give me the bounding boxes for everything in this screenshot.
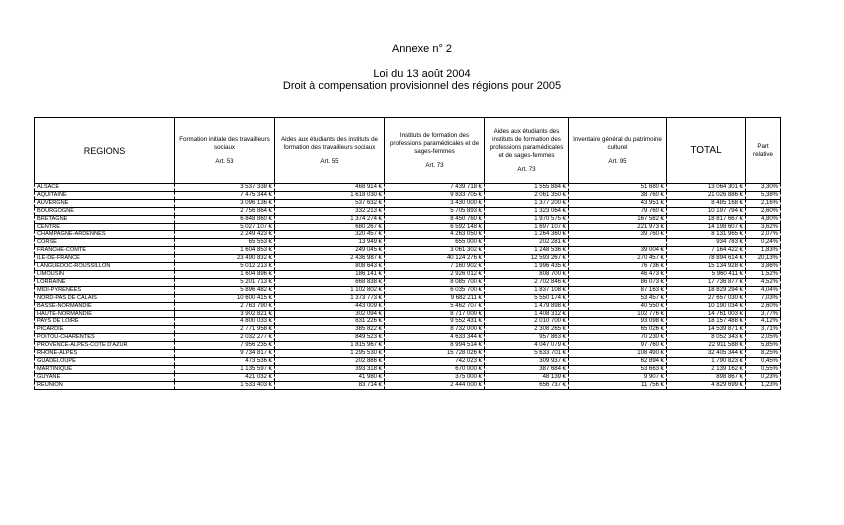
formation-initiale-cell: 3 096 136 € <box>175 199 275 207</box>
instituts-paramedicaux-cell: 8 450 760 € <box>385 215 485 223</box>
instituts-paramedicaux-cell: 8 717 000 € <box>385 310 485 318</box>
formation-initiale-cell: 421 032 € <box>175 373 275 381</box>
aides-etudiants-sociaux-cell: 1 295 530 € <box>275 350 385 358</box>
aides-etudiants-sociaux-cell: 849 523 € <box>275 334 385 342</box>
law-reference: Loi du 13 août 2004 <box>373 68 471 80</box>
region-name-cell: AQUITAINE <box>35 191 175 199</box>
inventaire-patrimoine-cell: 53 457 € <box>569 294 667 302</box>
formation-initiale-cell: 7 956 235 € <box>175 342 275 350</box>
aides-etudiants-sociaux-cell: 1 374 274 € <box>275 215 385 223</box>
header-part-relative <box>746 118 781 184</box>
header-article: Art. 53 <box>215 157 234 165</box>
part-relative-cell: 20,13% <box>746 255 781 263</box>
inventaire-patrimoine-cell: 40 550 € <box>569 302 667 310</box>
table-row <box>35 357 781 365</box>
inventaire-patrimoine-cell: 38 760 € <box>569 191 667 199</box>
header-label: TOTAL <box>690 144 722 156</box>
aides-etudiants-sociaux-cell: 302 094 € <box>275 310 385 318</box>
header-aides-etudiants-paramedicaux <box>485 118 569 184</box>
header-label: Aides aux étudiants des instituts de formation des professions paramédicales et de sages-femmes <box>489 127 564 159</box>
aides-etudiants-paramedicaux-cell: 12 593 267 € <box>485 255 569 263</box>
total-cell: 934 783 € <box>667 239 746 247</box>
table-row <box>35 263 781 271</box>
aides-etudiants-paramedicaux-cell: 2 702 846 € <box>485 278 569 286</box>
formation-initiale-cell: 1 533 403 € <box>175 381 275 389</box>
part-relative-cell: 3,62% <box>746 223 781 231</box>
region-name-cell: GUYANE <box>35 373 175 381</box>
inventaire-patrimoine-cell: 43 951 € <box>569 199 667 207</box>
table-row <box>35 318 781 326</box>
header-label: Instituts de formation des professions paramédicales et de sages-femmes <box>389 131 480 155</box>
total-cell: 15 134 928 € <box>667 263 746 271</box>
aides-etudiants-paramedicaux-cell: 957 863 € <box>485 334 569 342</box>
header-label: Inventaire général du patrimoine culturel <box>573 135 662 151</box>
total-cell: 17 736 877 € <box>667 278 746 286</box>
total-cell: 2 139 162 € <box>667 365 746 373</box>
region-name-cell: PAYS DE LOIRE <box>35 318 175 326</box>
region-name-cell: BRETAGNE <box>35 215 175 223</box>
table-row <box>35 381 781 389</box>
region-name-cell: GUADELOUPE <box>35 357 175 365</box>
formation-initiale-cell: 65 553 € <box>175 239 275 247</box>
aides-etudiants-sociaux-cell: 1 102 802 € <box>275 286 385 294</box>
aides-etudiants-sociaux-cell: 385 822 € <box>275 326 385 334</box>
total-cell: 18 829 294 € <box>667 286 746 294</box>
aides-etudiants-paramedicaux-cell: 808 700 € <box>485 270 569 278</box>
aides-etudiants-sociaux-cell: 186 141 € <box>275 270 385 278</box>
instituts-paramedicaux-cell: 40 124 276 € <box>385 255 485 263</box>
part-relative-cell: 1,52% <box>746 270 781 278</box>
formation-initiale-cell: 2 763 790 € <box>175 302 275 310</box>
aides-etudiants-paramedicaux-cell: 1 697 107 € <box>485 223 569 231</box>
aides-etudiants-sociaux-cell: 83 714 € <box>275 381 385 389</box>
instituts-paramedicaux-cell: 7 160 902 € <box>385 263 485 271</box>
formation-initiale-cell: 1 135 597 € <box>175 365 275 373</box>
inventaire-patrimoine-cell: 270 457 € <box>569 255 667 263</box>
aides-etudiants-paramedicaux-cell: 1 479 898 € <box>485 302 569 310</box>
formation-initiale-cell: 473 536 € <box>175 357 275 365</box>
part-relative-cell: 2,07% <box>746 231 781 239</box>
aides-etudiants-paramedicaux-cell: 5 550 174 € <box>485 294 569 302</box>
total-cell: 14 539 871 € <box>667 326 746 334</box>
inventaire-patrimoine-cell: 11 756 € <box>569 381 667 389</box>
table-row <box>35 310 781 318</box>
total-cell: 8 052 343 € <box>667 334 746 342</box>
region-name-cell: CENTRE <box>35 223 175 231</box>
instituts-paramedicaux-cell: 6 035 700 € <box>385 286 485 294</box>
instituts-paramedicaux-cell: 3 061 302 € <box>385 247 485 255</box>
part-relative-cell: 3,71% <box>746 326 781 334</box>
region-name-cell: LORRAINE <box>35 278 175 286</box>
total-cell: 14 761 003 € <box>667 310 746 318</box>
region-name-cell: NORD-PAS DE CALAIS <box>35 294 175 302</box>
table-row <box>35 255 781 263</box>
table-row <box>35 286 781 294</box>
formation-initiale-cell: 1 604 896 € <box>175 270 275 278</box>
header-article: Art. 55 <box>320 157 339 165</box>
compensation-table <box>34 117 781 390</box>
header-label: Part relative <box>753 142 773 158</box>
formation-initiale-cell: 5 201 713 € <box>175 278 275 286</box>
table-row <box>35 247 781 255</box>
table-row <box>35 302 781 310</box>
aides-etudiants-sociaux-cell: 13 949 € <box>275 239 385 247</box>
inventaire-patrimoine-cell: 65 026 € <box>569 326 667 334</box>
inventaire-patrimoine-cell: 76 736 € <box>569 263 667 271</box>
inventaire-patrimoine-cell: 108 490 € <box>569 350 667 358</box>
aides-etudiants-paramedicaux-cell: 2 010 700 € <box>485 318 569 326</box>
instituts-paramedicaux-cell: 9 682 211 € <box>385 294 485 302</box>
header-instituts-paramedicaux <box>385 118 485 184</box>
inventaire-patrimoine-cell: 39 004 € <box>569 247 667 255</box>
part-relative-cell: 3,86% <box>746 263 781 271</box>
total-cell: 32 405 344 € <box>667 350 746 358</box>
inventaire-patrimoine-cell: 93 098 € <box>569 318 667 326</box>
formation-initiale-cell: 1 604 853 € <box>175 247 275 255</box>
formation-initiale-cell: 10 600 415 € <box>175 294 275 302</box>
region-name-cell: PROVENCE-ALPES-COTE D'AZUR <box>35 342 175 350</box>
part-relative-cell: 1,83% <box>746 247 781 255</box>
instituts-paramedicaux-cell: 7 439 718 € <box>385 184 485 192</box>
formation-initiale-cell: 9 734 817 € <box>175 350 275 358</box>
header-inventaire-patrimoine <box>569 118 667 184</box>
table-row <box>35 231 781 239</box>
formation-initiale-cell: 3 902 821 € <box>175 310 275 318</box>
header-aides-etudiants-sociaux <box>275 118 385 184</box>
table-row <box>35 239 781 247</box>
total-cell: 5 960 411 € <box>667 270 746 278</box>
aides-etudiants-sociaux-cell: 2 436 987 € <box>275 255 385 263</box>
aides-etudiants-sociaux-cell: 680 267 € <box>275 223 385 231</box>
part-relative-cell: 7,03% <box>746 294 781 302</box>
instituts-paramedicaux-cell: 670 000 € <box>385 365 485 373</box>
region-name-cell: LANGUEDOC-ROUSSILLON <box>35 263 175 271</box>
formation-initiale-cell: 5 896 482 € <box>175 286 275 294</box>
aides-etudiants-paramedicaux-cell: 2 061 350 € <box>485 191 569 199</box>
total-cell: 78 894 614 € <box>667 255 746 263</box>
total-cell: 8 131 965 € <box>667 231 746 239</box>
formation-initiale-cell: 2 756 864 € <box>175 207 275 215</box>
table-row <box>35 350 781 358</box>
table-row <box>35 365 781 373</box>
table-row <box>35 278 781 286</box>
header-article: Art. 73 <box>425 161 444 169</box>
inventaire-patrimoine-cell: 62 894 € <box>569 357 667 365</box>
region-name-cell: ILE-DE-FRANCE <box>35 255 175 263</box>
annexe-label: Annexe n° 2 <box>391 43 453 55</box>
total-cell: 7 164 422 € <box>667 247 746 255</box>
instituts-paramedicaux-cell: 9 552 431 € <box>385 318 485 326</box>
table-row <box>35 373 781 381</box>
total-cell: 22 911 588 € <box>667 342 746 350</box>
formation-initiale-cell: 2 249 423 € <box>175 231 275 239</box>
part-relative-cell: 0,23% <box>746 373 781 381</box>
aides-etudiants-paramedicaux-cell: 1 555 884 € <box>485 184 569 192</box>
region-name-cell: BASSE-NORMANDIE <box>35 302 175 310</box>
total-cell: 898 867 € <box>667 373 746 381</box>
instituts-paramedicaux-cell: 2 444 000 € <box>385 381 485 389</box>
region-name-cell: ALSACE <box>35 184 175 192</box>
instituts-paramedicaux-cell: 4 633 344 € <box>385 334 485 342</box>
aides-etudiants-sociaux-cell: 320 457 € <box>275 231 385 239</box>
aides-etudiants-sociaux-cell: 808 643 € <box>275 263 385 271</box>
aides-etudiants-sociaux-cell: 468 914 € <box>275 184 385 192</box>
table-row <box>35 270 781 278</box>
total-cell: 1 790 823 € <box>667 357 746 365</box>
part-relative-cell: 0,45% <box>746 357 781 365</box>
total-cell: 18 157 488 € <box>667 318 746 326</box>
region-name-cell: AUVERGNE <box>35 199 175 207</box>
header-total <box>667 118 746 184</box>
formation-initiale-cell: 7 475 344 € <box>175 191 275 199</box>
table-row <box>35 215 781 223</box>
part-relative-cell: 5,38% <box>746 191 781 199</box>
formation-initiale-cell: 6 848 860 € <box>175 215 275 223</box>
aides-etudiants-paramedicaux-cell: 387 684 € <box>485 365 569 373</box>
document-title: Droit à compensation provisionnel des régions pour 2005 <box>282 80 562 92</box>
aides-etudiants-paramedicaux-cell: 5 633 701 € <box>485 350 569 358</box>
table-row <box>35 294 781 302</box>
aides-etudiants-paramedicaux-cell: 1 248 536 € <box>485 247 569 255</box>
region-name-cell: HAUTE-NORMANDIE <box>35 310 175 318</box>
table-header-row <box>35 118 781 184</box>
aides-etudiants-paramedicaux-cell: 1 408 312 € <box>485 310 569 318</box>
aides-etudiants-paramedicaux-cell: 656 737 € <box>485 381 569 389</box>
part-relative-cell: 3,30% <box>746 184 781 192</box>
header-regions <box>35 118 175 184</box>
instituts-paramedicaux-cell: 2 926 012 € <box>385 270 485 278</box>
aides-etudiants-paramedicaux-cell: 4 047 079 € <box>485 342 569 350</box>
aides-etudiants-sociaux-cell: 537 632 € <box>275 199 385 207</box>
part-relative-cell: 4,12% <box>746 318 781 326</box>
total-cell: 13 064 301 € <box>667 184 746 192</box>
instituts-paramedicaux-cell: 15 728 026 € <box>385 350 485 358</box>
inventaire-patrimoine-cell: 221 973 € <box>569 223 667 231</box>
aides-etudiants-sociaux-cell: 202 886 € <box>275 357 385 365</box>
header-formation-initiale <box>175 118 275 184</box>
inventaire-patrimoine-cell: 70 230 € <box>569 334 667 342</box>
instituts-paramedicaux-cell: 4 263 050 € <box>385 231 485 239</box>
inventaire-patrimoine-cell: 102 776 € <box>569 310 667 318</box>
header-label: Aides aux étudiants des instituts de formation des travailleurs sociaux <box>281 135 378 151</box>
inventaire-patrimoine-cell: 9 907 € <box>569 373 667 381</box>
part-relative-cell: 4,04% <box>746 286 781 294</box>
inventaire-patrimoine-cell: 167 582 € <box>569 215 667 223</box>
instituts-paramedicaux-cell: 8 994 514 € <box>385 342 485 350</box>
instituts-paramedicaux-cell: 655 000 € <box>385 239 485 247</box>
instituts-paramedicaux-cell: 8 085 700 € <box>385 278 485 286</box>
inventaire-patrimoine-cell: 97 760 € <box>569 342 667 350</box>
aides-etudiants-sociaux-cell: 443 009 € <box>275 302 385 310</box>
region-name-cell: FRANCHE-COMTE <box>35 247 175 255</box>
formation-initiale-cell: 4 800 033 € <box>175 318 275 326</box>
total-cell: 10 190 034 € <box>667 302 746 310</box>
part-relative-cell: 0,55% <box>746 365 781 373</box>
table-row <box>35 342 781 350</box>
part-relative-cell: 2,16% <box>746 199 781 207</box>
region-name-cell: REUNION <box>35 381 175 389</box>
formation-initiale-cell: 5 012 213 € <box>175 263 275 271</box>
part-relative-cell: 8,25% <box>746 350 781 358</box>
instituts-paramedicaux-cell: 6 592 148 € <box>385 223 485 231</box>
inventaire-patrimoine-cell: 39 760 € <box>569 231 667 239</box>
inventaire-patrimoine-cell: 53 663 € <box>569 365 667 373</box>
region-name-cell: RHONE-ALPES <box>35 350 175 358</box>
region-name-cell: PICARDIE <box>35 326 175 334</box>
part-relative-cell: 2,60% <box>746 207 781 215</box>
aides-etudiants-paramedicaux-cell: 1 323 064 € <box>485 207 569 215</box>
formation-initiale-cell: 2 032 277 € <box>175 334 275 342</box>
table-row <box>35 184 781 192</box>
aides-etudiants-sociaux-cell: 1 815 967 € <box>275 342 385 350</box>
aides-etudiants-sociaux-cell: 393 318 € <box>275 365 385 373</box>
table-row <box>35 223 781 231</box>
region-name-cell: CHAMPAGNE-ARDENNES <box>35 231 175 239</box>
table-body <box>35 184 781 390</box>
part-relative-cell: 4,52% <box>746 278 781 286</box>
aides-etudiants-paramedicaux-cell: 1 377 200 € <box>485 199 569 207</box>
header-article: Art. 73 <box>517 165 536 173</box>
header-label: REGIONS <box>83 145 126 156</box>
total-cell: 10 197 794 € <box>667 207 746 215</box>
instituts-paramedicaux-cell: 5 462 707 € <box>385 302 485 310</box>
aides-etudiants-paramedicaux-cell: 1 996 435 € <box>485 263 569 271</box>
instituts-paramedicaux-cell: 742 023 € <box>385 357 485 365</box>
instituts-paramedicaux-cell: 8 732 000 € <box>385 326 485 334</box>
aides-etudiants-paramedicaux-cell: 309 937 € <box>485 357 569 365</box>
region-name-cell: LIMOUSIN <box>35 270 175 278</box>
aides-etudiants-sociaux-cell: 831 226 € <box>275 318 385 326</box>
part-relative-cell: 5,85% <box>746 342 781 350</box>
table-row <box>35 334 781 342</box>
instituts-paramedicaux-cell: 9 833 705 € <box>385 191 485 199</box>
total-cell: 14 198 607 € <box>667 223 746 231</box>
part-relative-cell: 2,60% <box>746 302 781 310</box>
aides-etudiants-paramedicaux-cell: 48 139 € <box>485 373 569 381</box>
header-article: Art. 95 <box>608 157 627 165</box>
aides-etudiants-sociaux-cell: 1 618 030 € <box>275 191 385 199</box>
aides-etudiants-paramedicaux-cell: 2 308 265 € <box>485 326 569 334</box>
inventaire-patrimoine-cell: 86 073 € <box>569 278 667 286</box>
aides-etudiants-paramedicaux-cell: 1 837 108 € <box>485 286 569 294</box>
instituts-paramedicaux-cell: 3 430 000 € <box>385 199 485 207</box>
region-name-cell: POITOU-CHARENTES <box>35 334 175 342</box>
table-row <box>35 326 781 334</box>
part-relative-cell: 2,05% <box>746 334 781 342</box>
table-row <box>35 191 781 199</box>
aides-etudiants-paramedicaux-cell: 1 970 575 € <box>485 215 569 223</box>
part-relative-cell: 0,24% <box>746 239 781 247</box>
inventaire-patrimoine-cell: 79 760 € <box>569 207 667 215</box>
aides-etudiants-sociaux-cell: 1 373 773 € <box>275 294 385 302</box>
aides-etudiants-sociaux-cell: 332 213 € <box>275 207 385 215</box>
aides-etudiants-sociaux-cell: 249 045 € <box>275 247 385 255</box>
region-name-cell: CORSE <box>35 239 175 247</box>
formation-initiale-cell: 5 027 107 € <box>175 223 275 231</box>
total-cell: 21 026 886 € <box>667 191 746 199</box>
header-label: Formation initiale des travailleurs sociaux <box>179 135 270 151</box>
formation-initiale-cell: 3 537 338 € <box>175 184 275 192</box>
part-relative-cell: 3,77% <box>746 310 781 318</box>
part-relative-cell: 4,80% <box>746 215 781 223</box>
total-cell: 8 485 168 € <box>667 199 746 207</box>
inventaire-patrimoine-cell: 46 473 € <box>569 270 667 278</box>
instituts-paramedicaux-cell: 375 000 € <box>385 373 485 381</box>
aides-etudiants-paramedicaux-cell: 1 264 360 € <box>485 231 569 239</box>
part-relative-cell: 1,23% <box>746 381 781 389</box>
formation-initiale-cell: 23 490 832 € <box>175 255 275 263</box>
total-cell: 18 817 667 € <box>667 215 746 223</box>
formation-initiale-cell: 2 771 958 € <box>175 326 275 334</box>
table-row <box>35 207 781 215</box>
inventaire-patrimoine-cell: 87 163 € <box>569 286 667 294</box>
total-cell: 27 657 030 € <box>667 294 746 302</box>
aides-etudiants-paramedicaux-cell: 202 281 € <box>485 239 569 247</box>
inventaire-patrimoine-cell: 51 680 € <box>569 184 667 192</box>
instituts-paramedicaux-cell: 5 705 893 € <box>385 207 485 215</box>
region-name-cell: MIDI-PYRENEES <box>35 286 175 294</box>
aides-etudiants-sociaux-cell: 41 980 € <box>275 373 385 381</box>
table-row <box>35 199 781 207</box>
total-cell: 4 829 699 € <box>667 381 746 389</box>
region-name-cell: MARTINIQUE <box>35 365 175 373</box>
aides-etudiants-sociaux-cell: 668 838 € <box>275 278 385 286</box>
region-name-cell: BOURGOGNE <box>35 207 175 215</box>
inventaire-patrimoine-cell <box>569 239 667 247</box>
